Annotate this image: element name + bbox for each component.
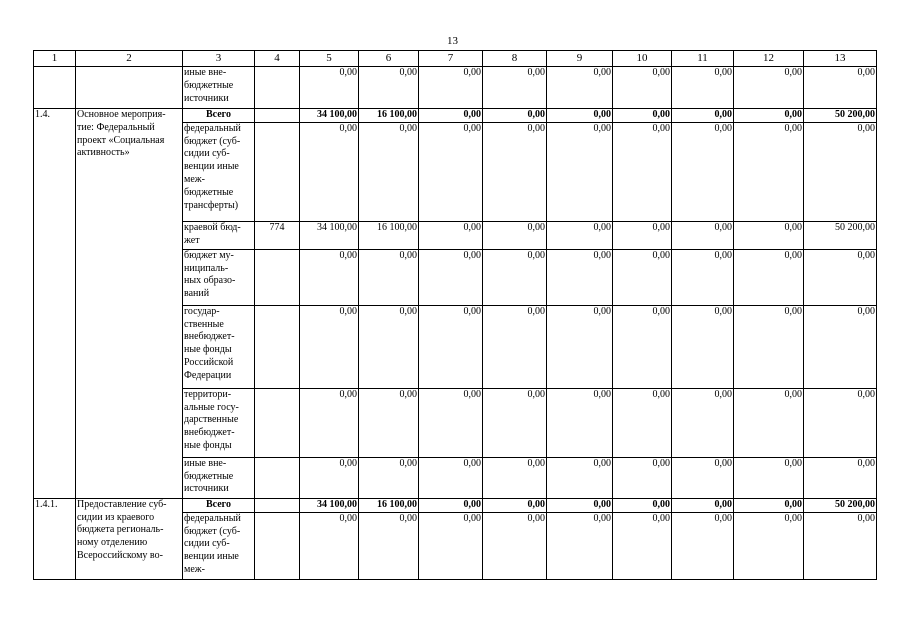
funding-source-cell: краевой бюд- жет: [183, 221, 255, 249]
funding-source-cell: иные вне- бюджетные источники: [183, 67, 255, 109]
column-header: 2: [76, 51, 183, 67]
value-cell: 0,00: [300, 122, 359, 221]
code-cell: [255, 512, 300, 579]
column-header: 11: [672, 51, 734, 67]
column-header: 4: [255, 51, 300, 67]
value-cell: 0,00: [300, 388, 359, 457]
value-cell: 0,00: [613, 67, 672, 109]
value-cell: 0,00: [300, 457, 359, 498]
value-cell: 0,00: [300, 249, 359, 305]
funding-source-cell: бюджет му- ниципаль- ных образо- ваний: [183, 249, 255, 305]
value-cell: 0,00: [804, 512, 877, 579]
funding-source-cell: государ- ственные внебюджет- ные фонды Российской Федерации: [183, 305, 255, 388]
value-cell: 0,00: [613, 249, 672, 305]
code-cell: [255, 109, 300, 123]
value-cell: 0,00: [672, 122, 734, 221]
value-cell: 16 100,00: [359, 221, 419, 249]
value-cell: 0,00: [419, 109, 483, 123]
value-cell: 0,00: [547, 498, 613, 512]
value-cell: 0,00: [613, 122, 672, 221]
column-header: 8: [483, 51, 547, 67]
value-cell: 0,00: [483, 512, 547, 579]
value-cell: 50 200,00: [804, 498, 877, 512]
value-cell: 0,00: [419, 498, 483, 512]
value-cell: 0,00: [483, 498, 547, 512]
code-cell: [255, 305, 300, 388]
value-cell: 0,00: [483, 122, 547, 221]
value-cell: 0,00: [734, 512, 804, 579]
table-header-row: [34, 51, 877, 67]
value-cell: 0,00: [547, 109, 613, 123]
value-cell: 0,00: [734, 122, 804, 221]
value-cell: 0,00: [547, 512, 613, 579]
value-cell: 0,00: [483, 221, 547, 249]
row-number-cell: 1.4.1.: [34, 498, 76, 579]
value-cell: 0,00: [483, 457, 547, 498]
value-cell: 0,00: [547, 122, 613, 221]
table-row: [34, 109, 877, 123]
value-cell: 0,00: [672, 109, 734, 123]
value-cell: 16 100,00: [359, 109, 419, 123]
value-cell: 0,00: [547, 305, 613, 388]
value-cell: 0,00: [359, 305, 419, 388]
row-number-cell: 1.4.: [34, 109, 76, 499]
value-cell: 34 100,00: [300, 221, 359, 249]
value-cell: 0,00: [613, 221, 672, 249]
column-header: 9: [547, 51, 613, 67]
code-cell: 774: [255, 221, 300, 249]
value-cell: 0,00: [547, 457, 613, 498]
code-cell: [255, 122, 300, 221]
column-header: 5: [300, 51, 359, 67]
value-cell: 0,00: [419, 388, 483, 457]
value-cell: 0,00: [419, 305, 483, 388]
code-cell: [255, 388, 300, 457]
funding-source-cell: иные вне- бюджетные источники: [183, 457, 255, 498]
value-cell: 0,00: [419, 457, 483, 498]
code-cell: [255, 498, 300, 512]
value-cell: 0,00: [483, 109, 547, 123]
table-row: [34, 67, 877, 109]
funding-source-cell: федеральный бюджет (суб- сидии суб- венции иные меж- бюджетные трансферты): [183, 122, 255, 221]
value-cell: 34 100,00: [300, 109, 359, 123]
code-cell: [255, 249, 300, 305]
value-cell: 0,00: [804, 388, 877, 457]
column-header: 7: [419, 51, 483, 67]
column-header: 6: [359, 51, 419, 67]
value-cell: 0,00: [419, 67, 483, 109]
value-cell: 50 200,00: [804, 109, 877, 123]
value-cell: 0,00: [672, 512, 734, 579]
value-cell: 0,00: [547, 221, 613, 249]
value-cell: 0,00: [804, 122, 877, 221]
table-row: [34, 498, 877, 512]
value-cell: 0,00: [483, 67, 547, 109]
measure-name-cell: Основное мероприя- тие: Федеральный проект «Социальная активность»: [76, 109, 183, 499]
value-cell: 0,00: [547, 249, 613, 305]
measure-name-cell: [76, 67, 183, 109]
funding-source-cell: Всего: [183, 109, 255, 123]
value-cell: 0,00: [734, 67, 804, 109]
value-cell: 0,00: [419, 512, 483, 579]
value-cell: 0,00: [613, 457, 672, 498]
value-cell: 0,00: [419, 221, 483, 249]
value-cell: 0,00: [734, 305, 804, 388]
value-cell: 0,00: [734, 249, 804, 305]
column-header: 3: [183, 51, 255, 67]
value-cell: 0,00: [300, 305, 359, 388]
column-header: 13: [804, 51, 877, 67]
value-cell: 0,00: [734, 109, 804, 123]
code-cell: [255, 67, 300, 109]
column-header: 1: [34, 51, 76, 67]
value-cell: 0,00: [483, 305, 547, 388]
column-header: 10: [613, 51, 672, 67]
value-cell: 0,00: [613, 305, 672, 388]
value-cell: 0,00: [804, 249, 877, 305]
value-cell: 0,00: [547, 388, 613, 457]
funding-source-cell: федеральный бюджет (суб- сидии суб- венции иные меж-: [183, 512, 255, 579]
value-cell: 0,00: [672, 67, 734, 109]
value-cell: 0,00: [672, 305, 734, 388]
value-cell: 0,00: [613, 109, 672, 123]
value-cell: 0,00: [672, 498, 734, 512]
measure-name-cell: Предоставление суб- сидии из краевого бюджета региональ- ному отделению Всероссийскому во-: [76, 498, 183, 579]
budget-table: [33, 50, 877, 580]
funding-source-cell: Всего: [183, 498, 255, 512]
value-cell: 16 100,00: [359, 498, 419, 512]
value-cell: 0,00: [547, 67, 613, 109]
value-cell: 0,00: [672, 388, 734, 457]
row-number-cell: [34, 67, 76, 109]
value-cell: 0,00: [613, 512, 672, 579]
value-cell: 0,00: [734, 221, 804, 249]
value-cell: 0,00: [672, 221, 734, 249]
value-cell: 0,00: [613, 388, 672, 457]
value-cell: 0,00: [804, 457, 877, 498]
value-cell: 0,00: [734, 498, 804, 512]
value-cell: 0,00: [613, 498, 672, 512]
value-cell: 34 100,00: [300, 498, 359, 512]
value-cell: 0,00: [359, 388, 419, 457]
value-cell: 0,00: [300, 67, 359, 109]
value-cell: 0,00: [804, 67, 877, 109]
value-cell: 0,00: [359, 122, 419, 221]
value-cell: 0,00: [672, 249, 734, 305]
column-header: 12: [734, 51, 804, 67]
code-cell: [255, 457, 300, 498]
value-cell: 0,00: [483, 388, 547, 457]
page-number: 13: [447, 35, 458, 47]
value-cell: 50 200,00: [804, 221, 877, 249]
value-cell: 0,00: [359, 457, 419, 498]
value-cell: 0,00: [359, 512, 419, 579]
value-cell: 0,00: [300, 512, 359, 579]
value-cell: 0,00: [419, 122, 483, 221]
value-cell: 0,00: [419, 249, 483, 305]
funding-source-cell: территори- альные госу- дарственные внебюджет- ные фонды: [183, 388, 255, 457]
value-cell: 0,00: [734, 457, 804, 498]
value-cell: 0,00: [359, 249, 419, 305]
value-cell: 0,00: [734, 388, 804, 457]
value-cell: 0,00: [672, 457, 734, 498]
value-cell: 0,00: [359, 67, 419, 109]
value-cell: 0,00: [804, 305, 877, 388]
value-cell: 0,00: [483, 249, 547, 305]
